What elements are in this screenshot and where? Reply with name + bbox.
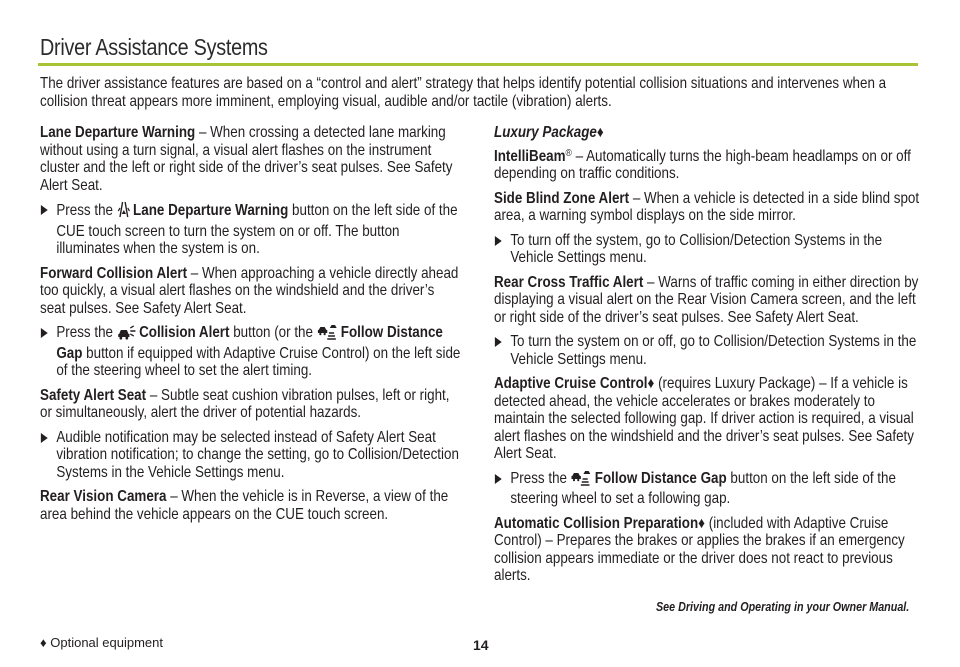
rcta-text: – Warns of traffic coming in either direction by displaying a visual alert on the Rear Vision Camera screen, and the left or right side of the driver’s seat pulses. See Safety Alert Seat. — [494, 273, 919, 326]
intro-paragraph: The driver assistance features are based on a “control and alert” strategy that helps identify potential collision situations and intervenes when a collision threat appears more imminent, employing visual, audible and/or tactile (vibration) alerts. — [40, 75, 887, 110]
bullet-text: Audible notification may be selected instead of Safety Alert Seat vibration notification; to change the setting, go to Collision/Detection Systems in the Vehicle Settings menu. — [56, 428, 459, 481]
fca-heading: Forward Collision Alert — [40, 264, 188, 282]
follow-distance-icon — [318, 324, 339, 345]
owner-manual-text: See Driving and Operating in your Owner Manual. — [656, 600, 910, 614]
luxury-package-heading: Luxury Package♦ — [494, 124, 604, 141]
optional-equipment-footnote: ♦ Optional equipment — [40, 635, 163, 650]
acc-paragraph — [494, 375, 920, 463]
sas-bullet — [40, 429, 462, 482]
acc-bullet — [494, 470, 920, 508]
collision-alert-label: Collision Alert — [139, 324, 230, 341]
follow-distance-icon — [572, 470, 593, 491]
sbza-paragraph — [494, 190, 920, 225]
fca-paragraph — [40, 265, 462, 318]
bullet-text: button (or the — [229, 324, 317, 341]
rcta-bullet — [494, 333, 920, 368]
sas-heading: Safety Alert Seat — [40, 386, 147, 404]
bullet-text: button on the left side of the CUE touch screen to turn the system on or off. The button illuminates when the system is on. — [56, 202, 458, 257]
sbza-text: – When a vehicle is detected in a side blind spot area, a warning symbol displays on the side mirror. — [494, 189, 920, 224]
page-title: Driver Assistance Systems — [40, 34, 268, 60]
acc-heading: Adaptive Cruise Control♦ — [494, 375, 655, 392]
bullet-arrow-icon — [495, 236, 502, 246]
sas-text: – Subtle seat cushion vibration pulses, left or right, or simultaneously, alert the driver of potential hazards. — [40, 386, 450, 421]
bullet-arrow-icon — [495, 337, 502, 347]
sas-paragraph — [40, 387, 462, 422]
bullet-arrow-icon — [41, 328, 48, 338]
bullet-text: To turn off the system, go to Collision/Detection Systems in the Vehicle Settings menu. — [510, 231, 883, 266]
ldw-heading: Lane Departure Warning — [40, 124, 196, 141]
ldw-button-label: Lane Departure Warning — [133, 202, 289, 219]
owner-manual-reference — [656, 600, 956, 614]
right-column — [494, 124, 920, 592]
bullet-text: To turn the system on or off, go to Collision/Detection Systems in the Vehicle Settings menu. — [510, 333, 917, 368]
intellibeam-heading: IntelliBeam — [494, 147, 566, 165]
ldw-bullet — [40, 201, 462, 258]
acc-text: (requires Luxury Package) – If a vehicle is detected ahead, the vehicle accelerates or brakes moderately to maintain the selected following gap. If driver action is required, a visual alert flashes on the windshield and the driver’s seat pulses. See Safety Alert Seat. — [494, 375, 914, 462]
bullet-text: Press the — [510, 469, 571, 487]
follow-distance-label: Follow Distance Gap — [56, 324, 443, 362]
rvc-heading: Rear Vision Camera — [40, 488, 167, 505]
acp-heading: Automatic Collision Preparation♦ — [494, 514, 706, 532]
bullet-text: Press the — [56, 202, 117, 219]
bullet-text: button if equipped with Adaptive Cruise Control) on the left side of the steering wheel to set the alert timing. — [56, 344, 461, 379]
rcta-heading: Rear Cross Traffic Alert — [494, 273, 644, 291]
bullet-text: button on the left side of the steering wheel to set a following gap. — [510, 469, 896, 507]
acp-paragraph — [494, 515, 920, 585]
left-column — [40, 124, 462, 530]
registered-mark: ® — [565, 147, 572, 159]
ldw-paragraph — [40, 124, 462, 194]
fca-bullet — [40, 324, 462, 380]
intellibeam-paragraph — [494, 145, 920, 183]
page-number: 14 — [473, 637, 489, 653]
fca-text: – When approaching a vehicle directly ahead too quickly, a visual alert flashes on the windshield and the driver’s seat pulses. See Safety Alert Seat. — [40, 264, 459, 317]
sbza-heading: Side Blind Zone Alert — [494, 189, 630, 207]
bullet-arrow-icon — [41, 433, 48, 443]
bullet-text: Press the — [56, 324, 117, 341]
rvc-text: – When the vehicle is in Reverse, a view of the area behind the vehicle appears on the CUE touch screen. — [40, 488, 449, 523]
rcta-paragraph — [494, 274, 920, 327]
bullet-arrow-icon — [495, 474, 502, 484]
intellibeam-text: – Automatically turns the high-beam headlamps on or off depending on traffic conditions. — [494, 147, 911, 182]
title-underline — [38, 63, 918, 66]
sbza-bullet — [494, 232, 920, 267]
lane-departure-icon — [118, 201, 131, 223]
follow-distance-label: Follow Distance Gap — [594, 469, 727, 487]
ldw-text: – When crossing a detected lane marking without using a turn signal, a visual alert flashes on the instrument cluster and the left or right side of the driver’s seat pulses. See Safety Alert Seat. — [40, 124, 453, 194]
acp-text: (included with Adaptive Cruise Control) – Prepares the brakes or applies the brakes if an emergency collision appears immediate or the driver does not react to previous alerts. — [494, 514, 905, 584]
bullet-arrow-icon — [41, 205, 48, 215]
collision-alert-icon — [118, 325, 137, 345]
rvc-paragraph — [40, 488, 462, 523]
